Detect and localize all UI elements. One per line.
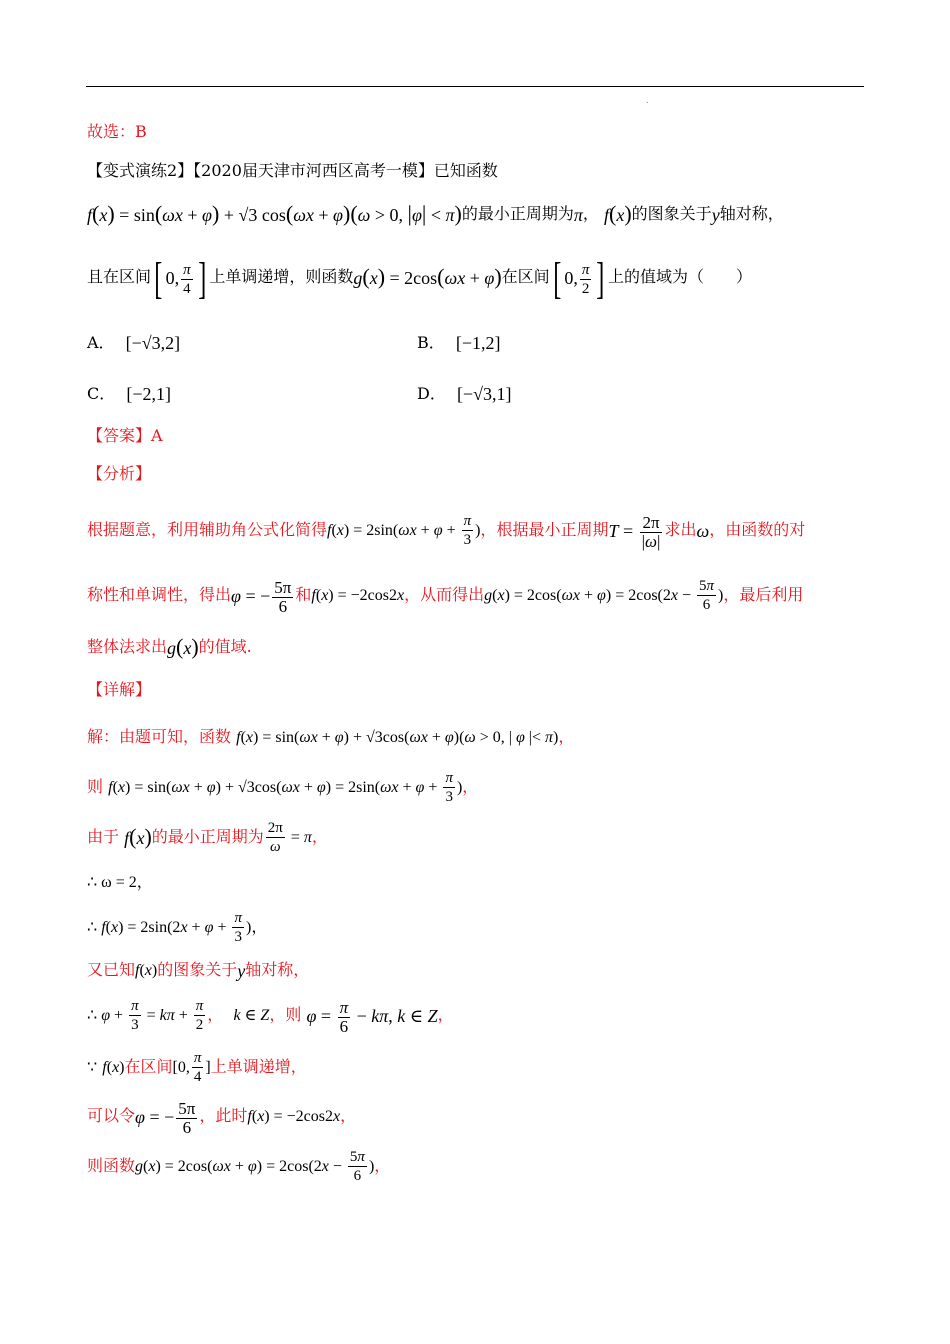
formula-omega: ω [696, 520, 710, 541]
option-c[interactable] [87, 381, 171, 405]
formula-f-definition: f(x) = sin(ωx + φ) + √3 cos(ωx + φ)(ω > 0, |φ| < π) [87, 201, 462, 226]
analysis-text: ，最后利用 [723, 585, 804, 604]
answer-tag: 【答案】A [87, 426, 163, 445]
option-c-label: C． [87, 384, 116, 403]
detail-text: ，此时 [199, 1106, 248, 1125]
analysis-line-2 [87, 570, 803, 621]
formula-pi: π [573, 204, 583, 225]
detail-step-3 [87, 815, 328, 860]
detail-step-5 [87, 905, 267, 950]
problem-text: 轴对称， [719, 204, 784, 223]
detail-text: 由于 [87, 827, 120, 846]
analysis-text: 求出 [664, 520, 697, 539]
analysis-text: 的值域. [198, 637, 252, 656]
formula-interval-0-pi2: [ 0, $\frac{\pi}{2}$ ] [552, 254, 605, 304]
formula-fx-2: f(x) [124, 824, 152, 849]
formula-f-cos: f(x) = −2cos2x [311, 586, 405, 604]
header-dot: . [646, 96, 649, 105]
analysis-text: 和 [295, 585, 312, 604]
detail-text: 则函数 [87, 1156, 136, 1175]
formula-period: T = $\frac{2\pi}{|\omega|}$ [608, 512, 661, 551]
option-a-value: [−√3,2] [125, 333, 181, 353]
detail-text: ， [207, 1005, 224, 1024]
detail-text: 轴对称， [245, 960, 310, 979]
formula-phi-choice: φ = − $\frac{5\pi}{6}$ [135, 1098, 196, 1137]
detail-text: 的最小正周期为 [151, 827, 264, 846]
detail-step-6 [87, 958, 309, 983]
detail-text: 则 [87, 777, 104, 796]
detail-text: ， [311, 827, 328, 846]
formula-f-given: f(x) = sin(ωx + φ) + √3cos(ωx + φ)(ω > 0, | φ |< π) [236, 728, 559, 746]
detail-step-1 [87, 725, 574, 750]
formula-period-eq: $\frac{2\pi}{\omega}$ = π [267, 820, 312, 856]
option-b-label: B． [417, 333, 445, 352]
detail-text: ， [251, 917, 268, 936]
option-d[interactable] [417, 381, 511, 405]
option-c-value: [−2,1] [126, 384, 171, 404]
detail-text: ，则 [269, 1005, 302, 1024]
detail-text: ， [462, 777, 479, 796]
formula-f-cos-2: f(x) = −2cos2x [247, 1107, 341, 1125]
analysis-text: ，从而得出 [404, 585, 485, 604]
problem-text: 且在区间 [87, 267, 152, 286]
detail-text: 解：由题可知，函数 [87, 727, 232, 746]
formula-omega-eq: ∴ ω = 2， [87, 873, 153, 891]
detail-text: ， [340, 1106, 357, 1125]
formula-gx: g(x) [167, 634, 199, 659]
formula-fx: f(x) [604, 201, 632, 226]
problem-text: 的最小正周期为 [461, 204, 574, 223]
detail-text: ， [374, 1156, 391, 1175]
option-d-value: [−√3,1] [456, 384, 512, 404]
problem-line-3 [87, 252, 752, 303]
analysis-text: ，根据最小正周期 [480, 520, 609, 539]
formula-k-in-z: k ∈ Z [233, 1006, 270, 1024]
formula-y-2: y [237, 960, 246, 981]
option-b-value: [−1,2] [455, 333, 501, 353]
option-a-label: A． [87, 333, 115, 352]
detail-text: 上单调递增， [210, 1057, 307, 1076]
detail-step-4 [87, 872, 153, 893]
detail-tag: 【详解】 [87, 680, 152, 699]
formula-g-result: g(x) = 2cos(ωx + φ) = 2cos(2x − $\frac{5\pi}{6}$ ) [484, 578, 724, 614]
detail-step-8 [87, 1045, 307, 1090]
analysis-tag: 【分析】 [87, 464, 152, 483]
detail-step-7 [87, 993, 454, 1038]
formula-g-definition: g(x) = 2cos(ωx + φ) [353, 264, 502, 289]
formula-g-final: g(x) = 2cos(ωx + φ) = 2cos(2x − $\frac{5\pi}{6}$ ) [135, 1149, 375, 1185]
because-symbol: ∵ [87, 1057, 98, 1076]
formula-fx-4: f(x) [102, 1058, 125, 1076]
analysis-text: 根据题意，利用辅助角公式化简得 [87, 520, 328, 539]
formula-phi-general: φ = $\frac{\pi}{6}$ − kπ, k ∈ Z [306, 997, 438, 1036]
analysis-line-1 [87, 505, 805, 556]
formula-f-omega2: ∴ f(x) = 2sin(2x + φ + $\frac{\pi}{3}$ ) [87, 910, 252, 946]
detail-step-10 [87, 1144, 390, 1189]
analysis-line-3 [87, 634, 252, 661]
analysis-text: 称性和单调性，得出 [87, 585, 232, 604]
formula-f-rewritten: f(x) = sin(ωx + φ) + √3cos(ωx + φ) = 2sin(ωx + φ + $\frac{\pi}{3}$ ) [108, 770, 463, 806]
analysis-text: ，由函数的对 [709, 520, 806, 539]
formula-phi-value: φ = − $\frac{5\pi}{6}$ [231, 577, 292, 616]
option-d-label: D． [417, 384, 446, 403]
detail-text: 在区间 [124, 1057, 173, 1076]
header-rule [86, 86, 864, 87]
previous-answer: 故选：B [87, 122, 147, 141]
problem-text: ， [582, 204, 599, 223]
problem-title: 【变式演练2】【2020届天津市河西区高考一模】已知函数 [87, 161, 498, 180]
formula-fx-3: f(x) [135, 961, 158, 979]
option-b[interactable] [417, 330, 501, 354]
formula-interval-2: [0, $\frac{\pi}{4}$ ] [172, 1050, 211, 1086]
problem-text: 在区间 [501, 267, 550, 286]
formula-y: y [711, 204, 720, 225]
detail-text: 可以令 [87, 1106, 136, 1125]
problem-text: 上单调递增，则函数 [209, 267, 354, 286]
formula-f-simplified: f(x) = 2sin(ωx + φ + $\frac{\pi}{3}$ ) [327, 513, 481, 549]
detail-text: 的图象关于 [157, 960, 238, 979]
analysis-text: 整体法求出 [87, 637, 168, 656]
formula-interval-0-pi4: [ 0, $\frac{\pi}{4}$ ] [154, 254, 207, 304]
detail-step-9 [87, 1094, 356, 1139]
problem-line-2 [87, 200, 784, 229]
detail-step-2 [87, 765, 478, 810]
detail-text: ， [558, 727, 575, 746]
detail-text: ， [437, 1005, 454, 1024]
problem-text: 的图象关于 [631, 204, 712, 223]
option-a[interactable] [87, 330, 180, 354]
detail-text: 又已知 [87, 960, 136, 979]
formula-symmetry: ∴ φ + $\frac{\pi}{3}$ = kπ + $\frac{\pi}{2}$ [87, 998, 204, 1034]
problem-text: 上的值域为（ ） [608, 267, 753, 286]
